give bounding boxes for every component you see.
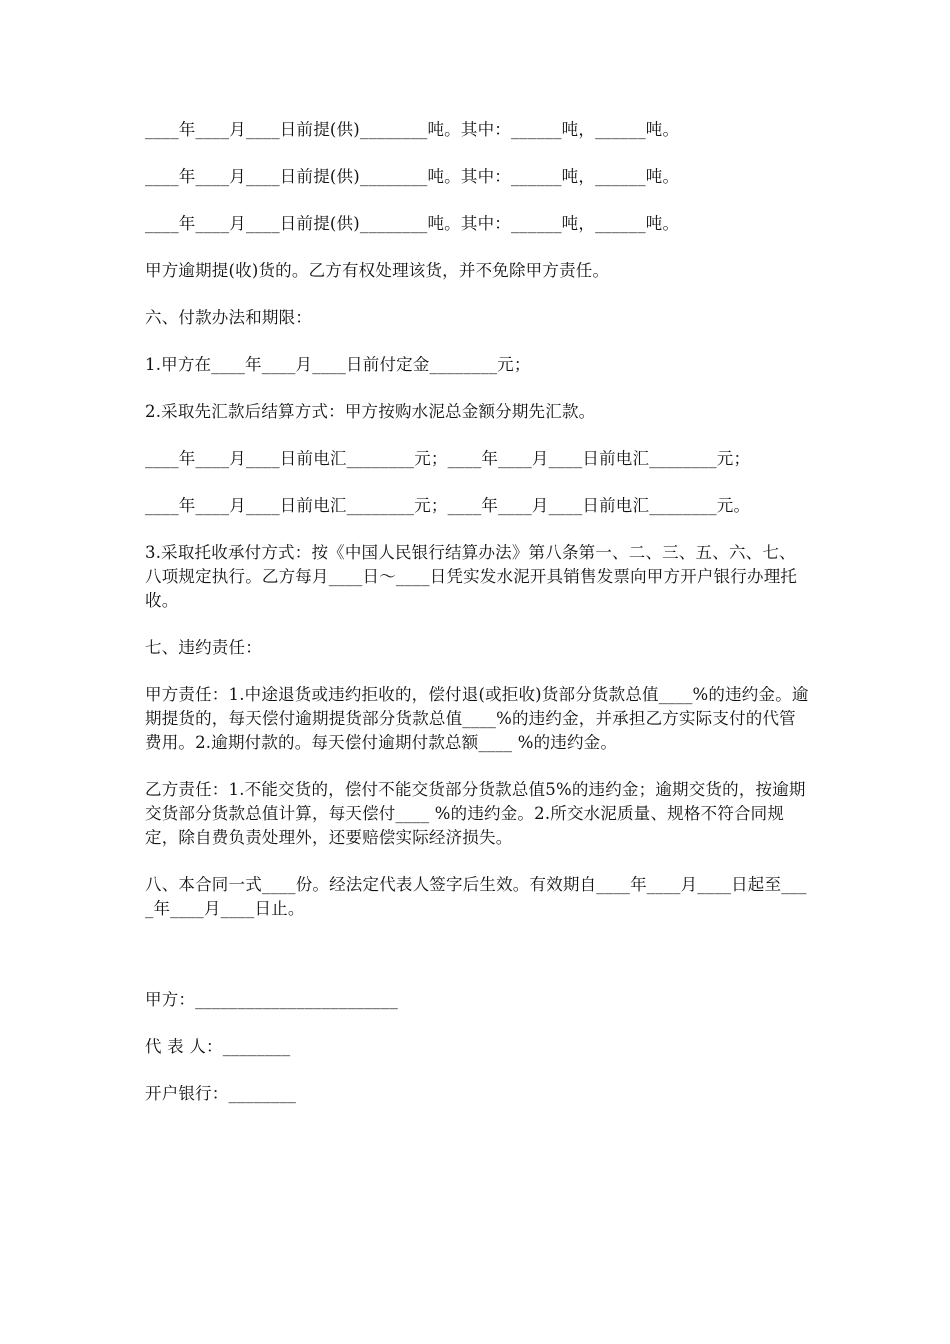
- section-6-heading: 六、付款办法和期限：: [145, 308, 312, 327]
- party-a-signature-field: 甲方：________________________: [145, 990, 398, 1009]
- delivery-schedule-line-1: ____年____月____日前提(供)________吨。其中：______吨，______吨。: [145, 120, 680, 139]
- spacer: [145, 944, 810, 988]
- section-7-heading: 七、违约责任：: [145, 638, 262, 657]
- wire-schedule-line-1: ____年____月____日前电汇________元；____年____月____日前电汇________元；: [145, 449, 751, 468]
- party-b-liability: 乙方责任：1.不能交货的，偿付不能交货部分货款总值5%的违约金；逾期交货的，按逾期交货部分货款总值计算，每天偿付____ %的违约金。2.所交水泥质量、规格不符合同规定，除自费负责处理外，还要赔偿实际经济损失。: [145, 780, 806, 847]
- overdue-pickup-clause: 甲方逾期提(收)货的。乙方有权处理该货，并不免除甲方责任。: [145, 261, 610, 280]
- representative-field: 代 表 人：________: [145, 1037, 291, 1056]
- bank-field: 开户银行：________: [145, 1084, 297, 1103]
- party-a-liability: 甲方责任：1.中途退货或违约拒收的，偿付退(或拒收)货部分货款总值____%的违约金。逾期提货的，每天偿付逾期提货部分货款总值____%的违约金，并承担乙方实际支付的代管费用。2.逾期付款的。每天偿付逾期付款总额____ %的违约金。: [145, 685, 809, 752]
- wire-schedule-line-2: ____年____月____日前电汇________元；____年____月____日前电汇________元。: [145, 496, 751, 515]
- section-8-validity: 八、本合同一式____份。经法定代表人签字后生效。有效期自____年____月____日起至____年____月____日止。: [145, 875, 807, 918]
- prepayment-clause: 2.采取先汇款后结算方式：甲方按购水泥总金额分期先汇款。: [145, 402, 596, 421]
- deposit-clause: 1.甲方在____年____月____日前付定金________元；: [145, 355, 531, 374]
- collection-clause: 3.采取托收承付方式：按《中国人民银行结算办法》第八条第一、二、三、五、六、七、八项规定执行。乙方每月____日～____日凭实发水泥开具销售发票向甲方开户银行办理托收。: [145, 543, 798, 610]
- delivery-schedule-line-3: ____年____月____日前提(供)________吨。其中：______吨，______吨。: [145, 214, 680, 233]
- delivery-schedule-line-2: ____年____月____日前提(供)________吨。其中：______吨，______吨。: [145, 167, 680, 186]
- contract-page: [145, 118, 810, 1129]
